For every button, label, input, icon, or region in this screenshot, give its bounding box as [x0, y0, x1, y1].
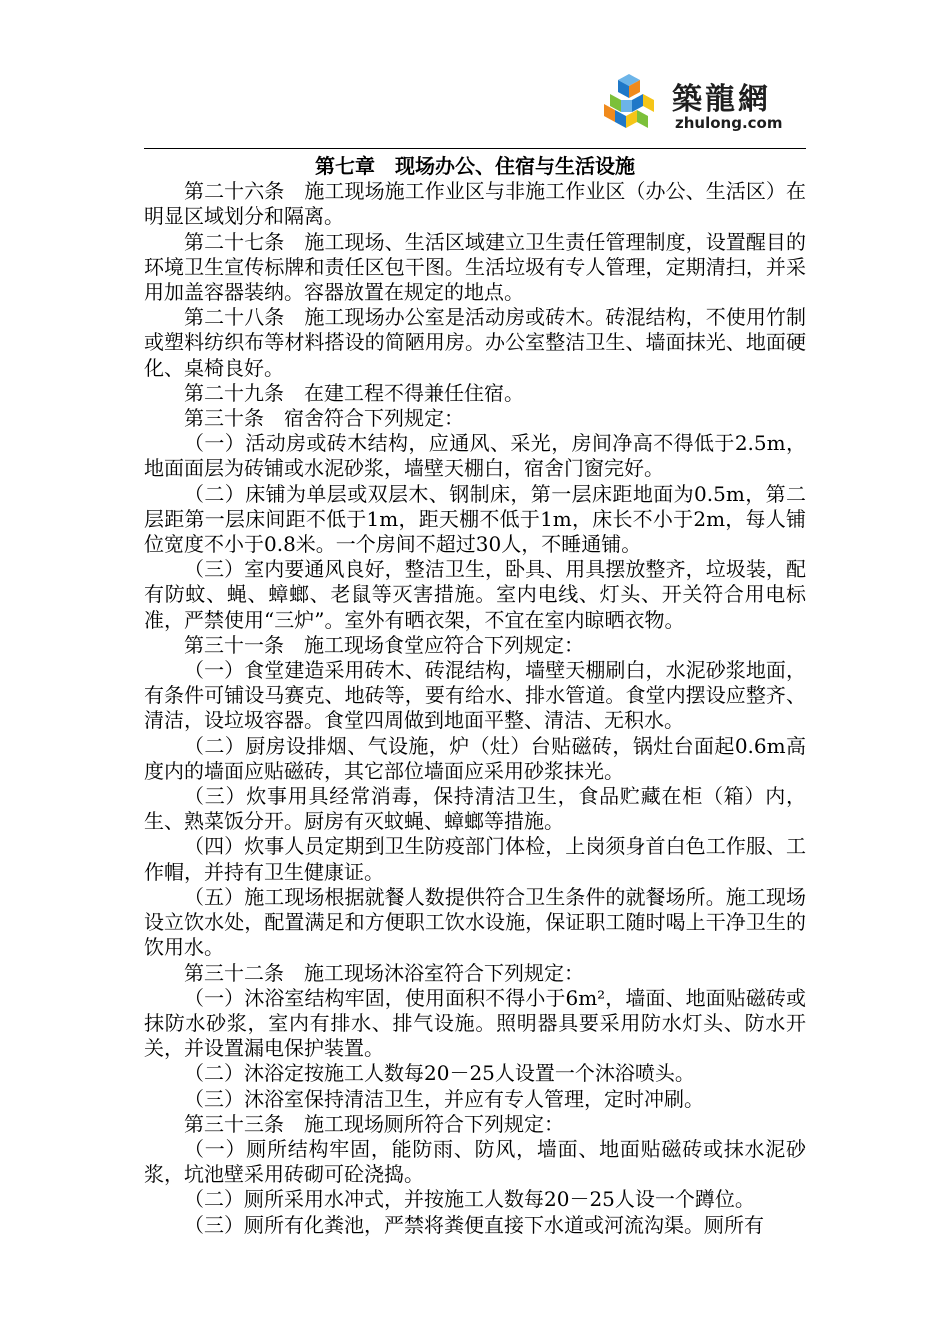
paragraph: （三）沐浴室保持清洁卫生，并应有专人管理，定时冲刷。: [184, 1086, 704, 1111]
paragraph: 第二十六条 施工现场施工作业区与非施工作业区（办公、生活区）在明显区域划分和隔离。: [144, 179, 806, 229]
paragraph: （三）炊事用具经常消毒，保持清洁卫生，食品贮藏在柜（箱）内，生、熟菜饭分开。厨房有灭蚊蝇、蟑螂等措施。: [144, 784, 806, 834]
paragraph: 第三十条 宿舍符合下列规定：: [184, 406, 464, 431]
paragraph: （三）室内要通风良好，整洁卫生，卧具、用具摆放整齐，垃圾装，配有防蚊、蝇、蟑螂、老鼠等灭害措施。室内电线、灯头、开关符合用电标准，严禁使用“三炉”。室外有晒衣架，不宜在室内晾晒衣物。: [144, 557, 806, 632]
paragraph: （二）厨房设排烟、气设施，炉（灶）台贴磁砖，锅灶台面起0.6m高度内的墙面应贴磁砖，其它部位墙面应采用砂浆抹光。: [144, 733, 806, 783]
header-rule: [144, 148, 806, 149]
zhulong-cube-logo-icon: [596, 70, 662, 136]
paragraph: （二）床铺为单层或双层木、钢制床，第一层床距地面为0.5m，第二层距第一层床间距不低于1m，距天棚不低于1m，床长不小于2m，每人铺位宽度不小于0.8米。一个房间不超过30人，不睡通铺。: [144, 481, 806, 557]
paragraph: 第三十一条 施工现场食堂应符合下列规定：: [184, 632, 584, 657]
paragraph: 第三十三条 施工现场厕所符合下列规定：: [184, 1111, 564, 1136]
paragraph: 第二十七条 施工现场、生活区域建立卫生责任管理制度，设置醒目的环境卫生宣传标牌和责任区包干图。生活垃圾有专人管理，定期清扫，并采用加盖容器装纳。容器放置在规定的地点。: [144, 229, 806, 305]
paragraph: （四）炊事人员定期到卫生防疫部门体检，上岗须身首白色工作服、工作帽，并持有卫生健康证。: [144, 834, 806, 884]
logo-brand-en: zhulong.com: [675, 114, 783, 132]
document-body: [144, 154, 806, 1238]
paragraph: （二）沐浴定按施工人数每20－25人设置一个沐浴喷头。: [184, 1061, 695, 1086]
paragraph: 第三十二条 施工现场沐浴室符合下列规定：: [184, 960, 584, 985]
paragraph: 第二十九条 在建工程不得兼任住宿。: [184, 380, 524, 405]
paragraph: （三）厕所有化粪池，严禁将粪便直接下水道或河流沟渠。厕所有: [184, 1212, 764, 1237]
paragraph: （五）施工现场根据就餐人数提供符合卫生条件的就餐场所。施工现场设立饮水处，配置满足和方便职工饮水设施，保证职工随时喝上干净卫生的饮用水。: [144, 884, 806, 960]
zhulong-logo[interactable]: [596, 70, 806, 136]
logo-brand-cn: 築龍網: [672, 82, 771, 117]
paragraph: （一）活动房或砖木结构，应通风、采光，房间净高不得低于2.5m，地面面层为砖铺或水泥砂浆，墙壁天棚白，宿舍门窗完好。: [144, 431, 806, 481]
paragraph: （一）厕所结构牢固，能防雨、防风，墙面、地面贴磁砖或抹水泥砂浆，坑池壁采用砖砌可砼浇捣。: [144, 1136, 806, 1187]
paragraph: （一）沐浴室结构牢固，使用面积不得小于6m²，墙面、地面贴磁砖或抹防水砂浆，室内有排水、排气设施。照明器具要采用防水灯头、防水开关，并设置漏电保护装置。: [144, 985, 806, 1061]
chapter-title: 第七章 现场办公、住宿与生活设施: [315, 154, 635, 178]
paragraph: （二）厕所采用水冲式，并按施工人数每20－25人设一个蹲位。: [184, 1187, 755, 1212]
paragraph: （一）食堂建造采用砖木、砖混结构，墙壁天棚刷白，水泥砂浆地面，有条件可铺设马赛克、地砖等，要有给水、排水管道。食堂内摆设应整齐、清洁，设垃圾容器。食堂四周做到地面平整、清洁、无积水。: [144, 658, 806, 733]
paragraph: 第二十八条 施工现场办公室是活动房或砖木。砖混结构，不使用竹制或塑料纺织布等材料搭设的简陋用房。办公室整洁卫生、墙面抹光、地面硬化、桌椅良好。: [144, 305, 806, 380]
